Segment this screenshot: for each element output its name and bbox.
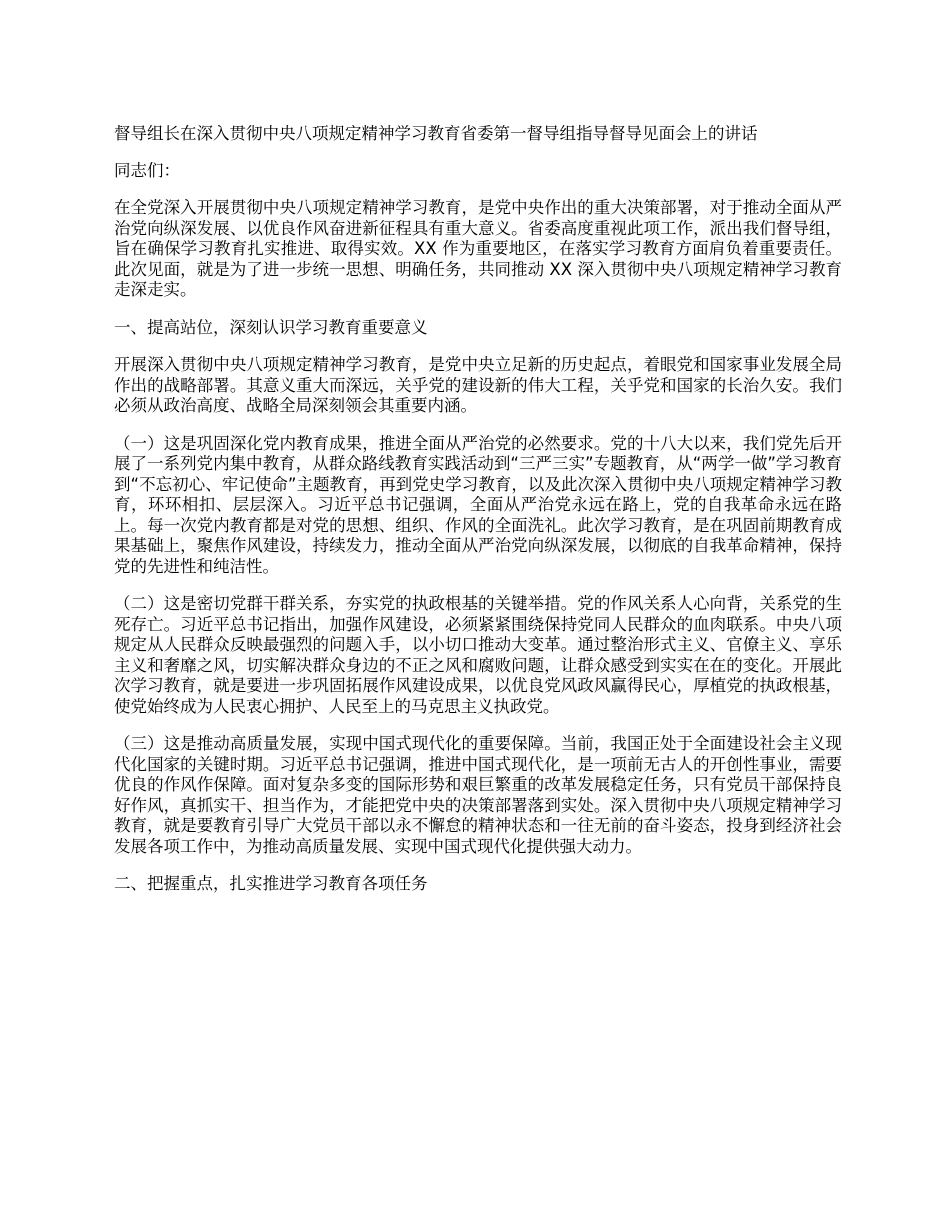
point-2-paragraph: （二）这是密切党群干群关系，夯实党的执政根基的关键举措。党的作风关系人心向背，关系党的生死存亡。习近平总书记指出，加强作风建设，必须紧紧围绕保持党同人民群众的血肉联系。中央八项规定从人民群众反映最强烈的问题入手，以小切口推动大变革。通过整治形式主义、官僚主义、享乐主义和奢靡之风，切实解决群众身边的不正之风和腐败问题，让群众感受到实实在在的变化。开展此次学习教育，就是要进一步巩固拓展作风建设成果，以优良党风政风赢得民心，厚植党的执政根基，使党始终成为人民衷心拥护、人民至上的马克思主义执政党。 <box>114 594 842 716</box>
point-1-paragraph: （一）这是巩固深化党内教育成果，推进全面从严治党的必然要求。党的十八大以来，我们党先后开展了一系列党内集中教育，从群众路线教育实践活动到“三严三实”专题教育，从“两学一做”学习教育到“不忘初心、牢记使命”主题教育，再到党史学习教育，以及此次深入贯彻中央八项规定精神学习教育，环环相扣、层层深入。习近平总书记强调，全面从严治党永远在路上，党的自我革命永远在路上。每一次党内教育都是对党的思想、组织、作风的全面洗礼。此次学习教育，是在巩固前期教育成果基础上，聚焦作风建设，持续发力，推动全面从严治党向纵深发展，以彻底的自我革命精神，保持党的先进性和纯洁性。 <box>114 433 842 576</box>
section-2-heading: 二、把握重点，扎实推进学习教育各项任务 <box>114 874 428 893</box>
section-1-heading: 一、提高站位，深刻认识学习教育重要意义 <box>114 317 428 337</box>
section-1-intro-paragraph: 开展深入贯彻中央八项规定精神学习教育，是党中央立足新的历史起点，着眼党和国家事业发展全局作出的战略部署。其意义重大而深远，关乎党的建设新的伟大工程，关乎党和国家的长治久安。我们必须从政治高度、战略全局深刻领会其重要内涵。 <box>114 355 842 415</box>
point-3-paragraph: （三）这是推动高质量发展，实现中国式现代化的重要保障。当前，我国正处于全面建设社会主义现代化国家的关键时期。习近平总书记强调，推进中国式现代化，是一项前无古人的开创性事业，需要优良的作风作保障。面对复杂多变的国际形势和艰巨繁重的改革发展稳定任务，只有党员干部保持良好作风，真抓实干、担当作为，才能把党中央的决策部署落到实处。深入贯彻中央八项规定精神学习教育，就是要教育引导广大党员干部以永不懈怠的精神状态和一往无前的奋斗姿态，投身到经济社会发展各项工作中，为推动高质量发展、实现中国式现代化提供强大动力。 <box>114 734 842 856</box>
document-page <box>114 124 842 912</box>
document-title: 督导组长在深入贯彻中央八项规定精神学习教育省委第一督导组指导督导见面会上的讲话 <box>114 124 758 143</box>
greeting: 同志们： <box>114 160 180 180</box>
intro-paragraph: 在全党深入开展贯彻中央八项规定精神学习教育，是党中央作出的重大决策部署，对于推动全面从严治党向纵深发展、以优良作风奋进新征程具有重大意义。省委高度重视此项工作，派出我们督导组，旨在确保学习教育扎实推进、取得实效。XX 作为重要地区，在落实学习教育方面肩负着重要责任。此次见面，就是为了进一步统一思想、明确任务，共同推动 XX 深入贯彻中央八项规定精神学习教育走深走实。 <box>114 198 842 299</box>
